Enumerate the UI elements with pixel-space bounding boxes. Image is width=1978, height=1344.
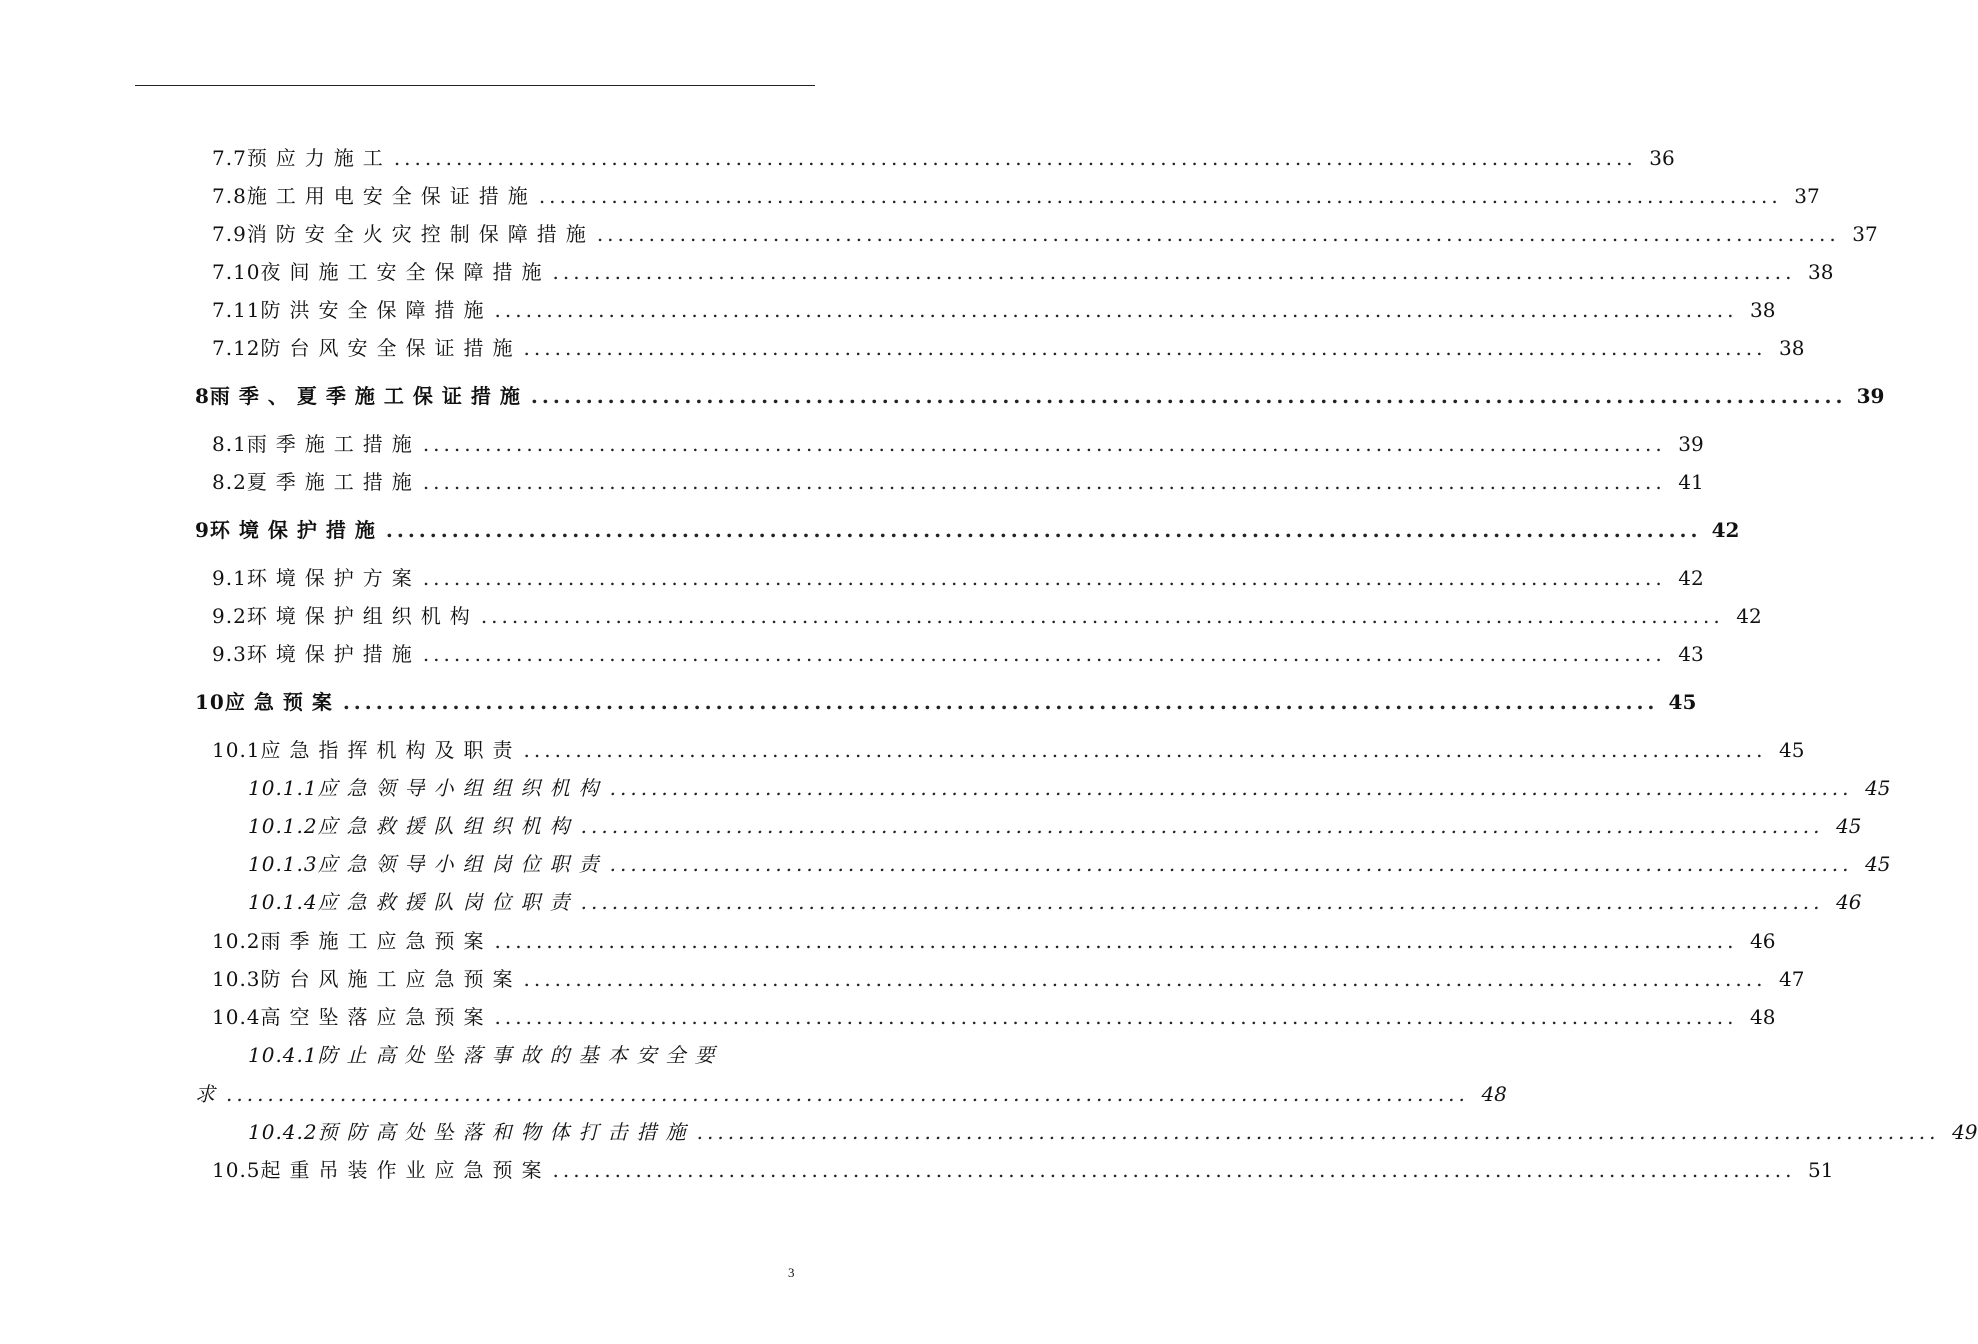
toc-entry-page: 48 [1749,1005,1776,1029]
toc-entry-title: 消防安全火灾控制保障措施 [246,222,595,246]
toc-entry-page: 36 [1649,146,1675,170]
toc-entry[interactable] [212,967,1805,991]
toc-entry-title: 雨季、夏季施工保证措施 [209,384,529,408]
toc-entry[interactable] [248,1043,810,1067]
toc-entry-number: 9.2 [212,604,247,628]
toc-entry-title: 雨季施工措施 [246,432,421,456]
toc-entry-page: 37 [1852,222,1878,246]
toc-leader-dots: ........................................................................................................................ [422,470,1666,494]
toc-entry-number: 8.2 [212,470,247,494]
toc-leader-dots: ........................................................................................................................ [609,776,1853,800]
toc-entry[interactable] [212,566,1704,590]
toc-leader-dots: ........................................................................................................................ [494,1005,1738,1029]
toc-entry-page: 45 [1836,814,1862,838]
toc-entry[interactable] [195,384,1885,408]
toc-entry-number: 8 [195,384,210,408]
toc-entry-title-continuation: 求 [195,1082,224,1106]
toc-entry-number: 7.9 [212,222,247,246]
toc-entry-page: 46 [1836,890,1862,914]
toc-leader-dots: ........................................................................................................................ [609,852,1853,876]
toc-entry-number: 10.1.1 [248,776,318,800]
toc-entry-page: 38 [1749,298,1776,322]
toc-entry-title: 预防高处坠落和物体打击措施 [317,1120,695,1144]
toc-entry-page: 38 [1778,336,1805,360]
toc-entry[interactable] [212,470,1704,494]
toc-entry-number: 10.2 [212,929,261,953]
toc-leader-dots: ........................................................................................................................ [552,1158,1796,1182]
toc-entry-page: 39 [1678,432,1704,456]
toc-entry[interactable] [248,852,1891,876]
toc-entry-title: 防台风施工应急预案 [260,967,522,991]
toc-entry-title: 应急救援队岗位职责 [317,890,579,914]
toc-entry[interactable] [195,690,1697,714]
toc-entry-title: 环境保护方案 [246,566,421,590]
toc-entry-page: 45 [1865,776,1891,800]
toc-leader-dots: ........................................................................................................................ [422,432,1666,456]
toc-entry[interactable] [212,146,1675,170]
toc-entry[interactable] [212,1005,1776,1029]
toc-entry-number: 7.11 [212,298,261,322]
toc-entry-title: 夏季施工措施 [246,470,421,494]
toc-entry-title: 应急指挥机构及职责 [260,738,522,762]
toc-entry-number: 9.1 [212,566,247,590]
toc-entry-number: 10.4.1 [248,1043,318,1067]
toc-leader-dots: ........................................................................................................................ [580,890,1824,914]
toc-entry-number: 10 [195,690,225,714]
toc-leader-dots: ........................................................................................................................ [696,1120,1940,1144]
toc-entry-title: 起重吊装作业应急预案 [260,1158,551,1182]
toc-leader-dots: ........................................................................................................................ [530,384,1847,408]
toc-entry[interactable] [212,260,1834,284]
toc-entry-page: 46 [1749,929,1776,953]
toc-leader-dots: ........................................................................................................................ [523,967,1767,991]
toc-entry-number: 10.4.2 [248,1120,318,1144]
toc-entry[interactable] [212,929,1776,953]
toc-leader-dots: ........................................................................................................................ [226,1082,1469,1106]
toc-leader-dots: ........................................................................................................................ [494,929,1738,953]
toc-entry-page: 37 [1794,184,1820,208]
toc-entry[interactable] [212,432,1704,456]
toc-entry-number: 10.4 [212,1005,261,1029]
toc-leader-dots: ........................................................................................................................ [523,336,1767,360]
toc-leader-dots: ........................................................................................................................ [422,642,1666,666]
toc-entry-number: 9 [195,518,210,542]
toc-entry-title: 防洪安全保障措施 [260,298,493,322]
toc-entry-number: 8.1 [212,432,247,456]
toc-leader-dots: ........................................................................................................................ [342,690,1659,714]
toc-leader-dots: ........................................................................................................................ [580,814,1824,838]
toc-leader-dots: ........................................................................................................................ [393,146,1637,170]
toc-entry-title: 夜间施工安全保障措施 [260,260,551,284]
toc-entry-page: 51 [1807,1158,1834,1182]
toc-leader-dots: ........................................................................................................................ [596,222,1840,246]
toc-entry-number: 9.3 [212,642,247,666]
toc-entry-page: 38 [1807,260,1834,284]
toc-entry-page: 47 [1778,967,1805,991]
toc-entry-continuation[interactable] [195,1082,1507,1106]
toc-entry-number: 7.12 [212,336,261,360]
toc-entry[interactable] [212,222,1878,246]
toc-entry-number: 10.1.3 [248,852,318,876]
toc-entry[interactable] [248,814,1862,838]
toc-entry[interactable] [212,604,1762,628]
toc-leader-dots: ........................................................................................................................ [385,518,1702,542]
toc-entry[interactable] [212,298,1776,322]
toc-entry-title: 应急救援队组织机构 [317,814,579,838]
toc-entry-title: 施工用电安全保证措施 [246,184,537,208]
header-rule [135,85,815,86]
toc-leader-dots: ........................................................................................................................ [422,566,1666,590]
toc-leader-dots: ........................................................................................................................ [523,738,1767,762]
toc-entry-page: 39 [1856,384,1885,408]
toc-entry-number: 7.7 [212,146,247,170]
toc-entry-title: 预应力施工 [246,146,392,170]
toc-entry-page: 42 [1678,566,1704,590]
toc-entry-number: 10.5 [212,1158,261,1182]
toc-entry-number: 7.8 [212,184,247,208]
toc-entry-title: 应急预案 [224,690,341,714]
toc-entry-page: 42 [1736,604,1762,628]
toc-leader-dots: ........................................................................................................................ [480,604,1724,628]
toc-entry-page: 48 [1481,1082,1507,1106]
toc-entry-title: 应急领导小组岗位职责 [317,852,608,876]
toc-leader-dots: ........................................................................................................................ [494,298,1738,322]
toc-leader-dots: ........................................................................................................................ [552,260,1796,284]
toc-entry-page: 45 [1865,852,1891,876]
toc-entry[interactable] [195,518,1740,542]
toc-entry-number: 10.1.2 [248,814,318,838]
toc-entry-page: 49 [1952,1120,1978,1144]
toc-entry[interactable] [248,776,1891,800]
toc-leader-dots: ........................................................................................................................ [538,184,1782,208]
toc-entry[interactable] [212,184,1820,208]
toc-entry[interactable] [248,890,1862,914]
toc-entry-title: 防止高处坠落事故的基本安全要 [317,1043,724,1067]
toc-entry-title: 环境保护措施 [209,518,384,542]
toc-entry-page: 45 [1778,738,1805,762]
toc-entry-page: 41 [1678,470,1704,494]
toc-entry[interactable] [212,738,1805,762]
toc-entry-title: 应急领导小组组织机构 [317,776,608,800]
toc-entry[interactable] [212,1158,1834,1182]
toc-entry-number: 10.1 [212,738,261,762]
toc-entry-title: 高空坠落应急预案 [260,1005,493,1029]
toc-entry-title: 防台风安全保证措施 [260,336,522,360]
toc-entry-number: 10.1.4 [248,890,318,914]
toc-entry-page: 43 [1678,642,1704,666]
toc-entry-page: 42 [1711,518,1740,542]
page-number: 3 [788,1265,795,1280]
toc-entry-page: 45 [1668,690,1697,714]
toc-entry[interactable] [212,642,1704,666]
toc-entry-number: 7.10 [212,260,261,284]
toc-entry-title: 环境保护措施 [246,642,421,666]
toc-entry[interactable] [212,336,1805,360]
toc-entry[interactable] [248,1120,1978,1144]
toc-entry-number: 10.3 [212,967,261,991]
toc-entry-title: 环境保护组织机构 [246,604,479,628]
toc-entry-title: 雨季施工应急预案 [260,929,493,953]
